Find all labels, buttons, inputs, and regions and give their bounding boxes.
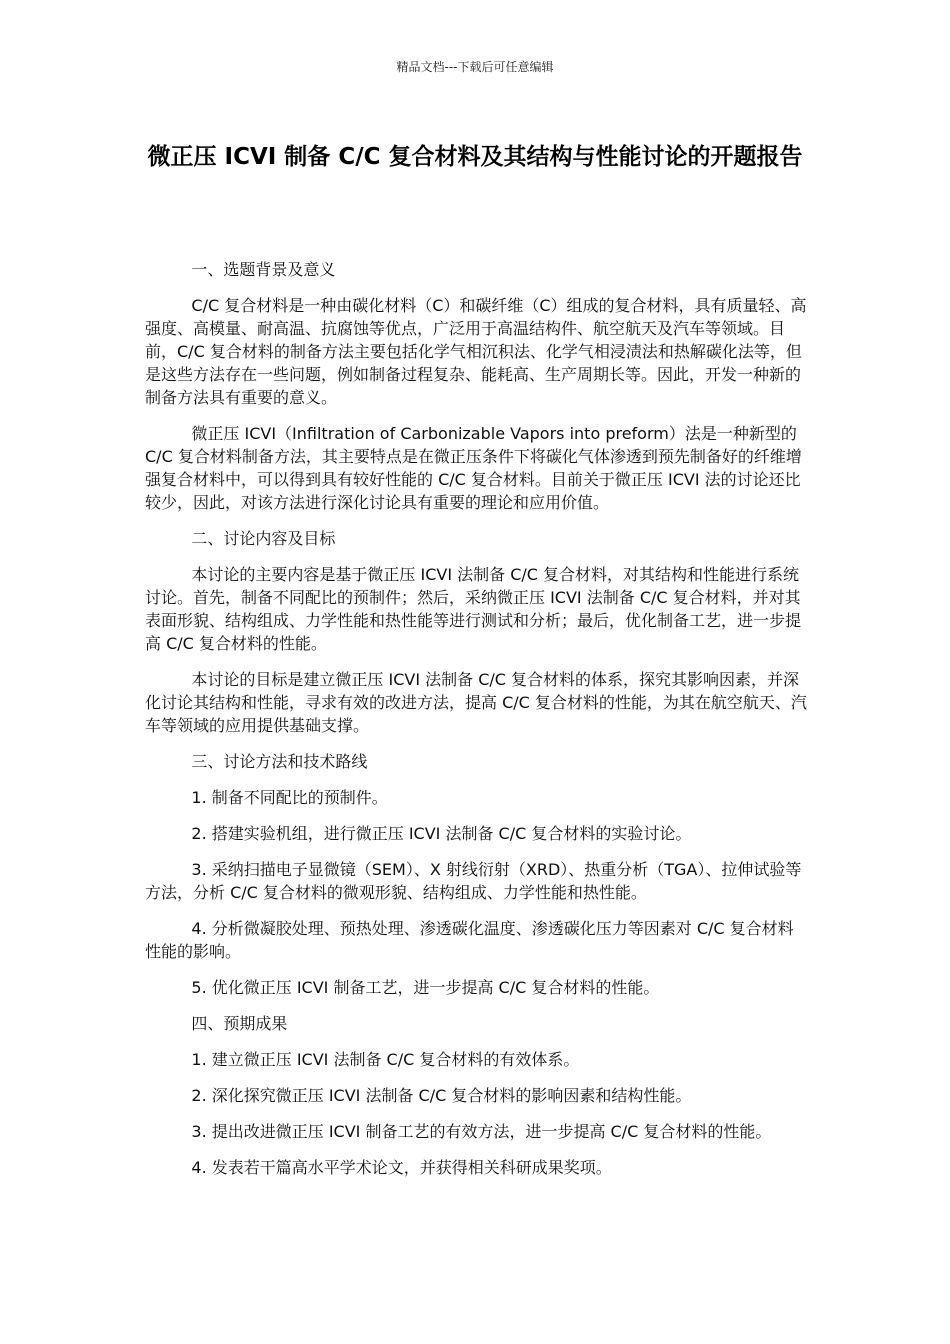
list-item: 1. 制备不同配比的预制件。 [191, 788, 388, 807]
list-item: 2. 深化探究微正压 ICVI 法制备 C/C 复合材料的影响因素和结构性能。 [191, 1086, 692, 1105]
list-item: 3. 采纳扫描电子显微镜（SEM）、X 射线衍射（XRD）、热重分析（TGA）、拉伸试验等方法，分析 C/C 复合材料的微观形貌、结构组成、力学性能和热性能。 [145, 860, 802, 902]
page-header: 精品文档---下载后可任意编辑 [396, 60, 554, 74]
section-heading-content: 二、讨论内容及目标 [191, 529, 336, 548]
section-heading-background: 一、选题背景及意义 [191, 260, 336, 279]
section-heading-methods: 三、讨论方法和技术路线 [191, 752, 368, 771]
document-title: 微正压 ICVI 制备 C/C 复合材料及其结构与性能讨论的开题报告 [147, 144, 803, 170]
list-item: 5. 优化微正压 ICVI 制备工艺，进一步提高 C/C 复合材料的性能。 [191, 978, 660, 997]
paragraph: 本讨论的目标是建立微正压 ICVI 法制备 C/C 复合材料的体系，探究其影响因素，并深化讨论其结构和性能，寻求有效的改进方法，提高 C/C 复合材料的性能，为其在航空航天、汽车等领域的应用提供基础支撑。 [145, 670, 807, 735]
section-heading-outcomes: 四、预期成果 [191, 1014, 288, 1033]
list-item: 4. 发表若干篇高水平学术论文，并获得相关科研成果奖项。 [191, 1158, 612, 1177]
paragraph: 本讨论的主要内容是基于微正压 ICVI 法制备 C/C 复合材料，对其结构和性能进行系统讨论。首先，制备不同配比的预制件；然后，采纳微正压 ICVI 法制备 C/C 复合材料，并对其表面形貌、结构组成、力学性能和热性能等进行测试和分析；最后，优化制备工艺，进一步提高 C/C 复合材料的性能。 [145, 565, 802, 653]
document-body [145, 258, 809, 1192]
list-item: 1. 建立微正压 ICVI 法制备 C/C 复合材料的有效体系。 [191, 1050, 580, 1069]
list-item: 2. 搭建实验机组，进行微正压 ICVI 法制备 C/C 复合材料的实验讨论。 [191, 824, 692, 843]
paragraph: C/C 复合材料是一种由碳化材料（C）和碳纤维（C）组成的复合材料，具有质量轻、高强度、高模量、耐高温、抗腐蚀等优点，广泛用于高温结构件、航空航天及汽车等领域。目前，C/C 复合材料的制备方法主要包括化学气相沉积法、化学气相浸渍法和热解碳化法等，但是这些方法存在一些问题，例如制备过程复杂、能耗高、生产周期长等。因此，开发一种新的制备方法具有重要的意义。 [145, 296, 807, 407]
list-item: 3. 提出改进微正压 ICVI 制备工艺的有效方法，进一步提高 C/C 复合材料的性能。 [191, 1122, 772, 1141]
list-item: 4. 分析微凝胶处理、预热处理、渗透碳化温度、渗透碳化压力等因素对 C/C 复合材料性能的影响。 [145, 919, 794, 961]
paragraph: 微正压 ICVI（Infiltration of Carbonizable Vapors into preform）法是一种新型的 C/C 复合材料制备方法，其主要特点是在微正压条件下将碳化气体渗透到预先制备好的纤维增强复合材料中，可以得到具有较好性能的 C/C 复合材料。目前关于微正压 ICVI 法的讨论还比较少，因此，对该方法进行深化讨论具有重要的理论和应用价值。 [145, 424, 802, 512]
